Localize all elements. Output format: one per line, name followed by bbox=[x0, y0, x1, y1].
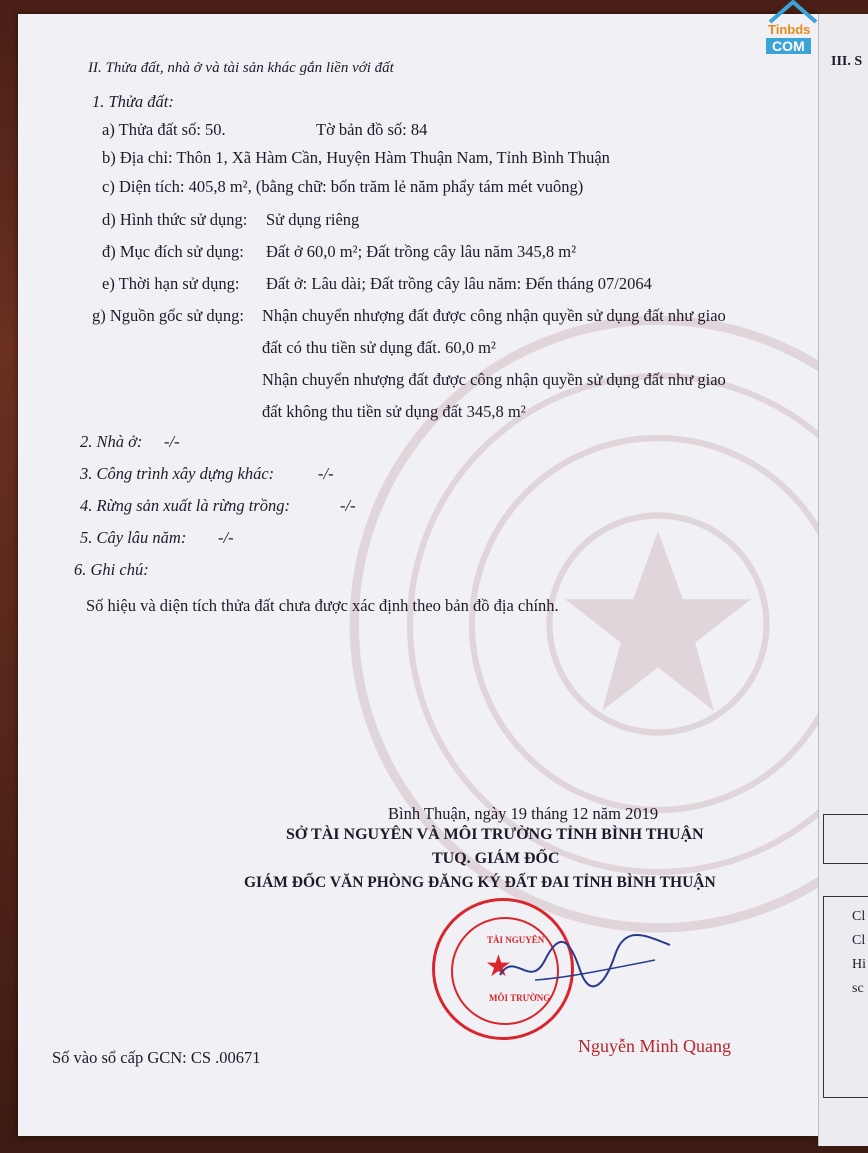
perennial-value: -/- bbox=[218, 528, 234, 547]
gcn-number: Số vào sổ cấp GCN: CS .00671 bbox=[52, 1048, 261, 1067]
next-page-table-1 bbox=[823, 814, 868, 864]
origin-line-2: đất có thu tiền sử dụng đất. 60,0 m² bbox=[262, 338, 496, 357]
tinbds-logo bbox=[762, 0, 824, 60]
address: b) Địa chỉ: Thôn 1, Xã Hàm Cần, Huyện Hàm Thuận Nam, Tỉnh Bình Thuận bbox=[102, 148, 610, 167]
seal-text-2: MÔI TRƯỜNG bbox=[489, 993, 551, 1003]
parcel-number: a) Thửa đất số: 50. bbox=[102, 120, 226, 139]
area: c) Diện tích: 405,8 m², (bằng chữ: bốn trăm lẻ năm phẩy tám mét vuông) bbox=[102, 177, 584, 196]
logo-text-top: Tinbds bbox=[768, 22, 811, 37]
section-title: II. Thửa đất, nhà ở và tài sản khác gắn liền với đất bbox=[88, 60, 394, 76]
signature-scribble bbox=[495, 930, 675, 1000]
house-value: -/- bbox=[164, 432, 180, 451]
house-roof-icon bbox=[762, 0, 824, 24]
usage-purpose-label: đ) Mục đích sử dụng: bbox=[102, 242, 244, 261]
tuq-label: TUQ. GIÁM ĐỐC bbox=[432, 850, 560, 867]
certificate-page bbox=[18, 14, 818, 1136]
note-value: Số hiệu và diện tích thửa đất chưa được xác định theo bản đồ địa chính. bbox=[86, 596, 559, 615]
usage-form-label: d) Hình thức sử dụng: bbox=[102, 210, 248, 229]
seal-text-1: TÀI NGUYÊN bbox=[487, 935, 545, 945]
map-sheet-number: Tờ bản đồ số: 84 bbox=[316, 120, 428, 139]
usage-term-value: Đất ở: Lâu dài; Đất trồng cây lâu năm: Đến tháng 07/2064 bbox=[266, 274, 652, 293]
next-page-cell-1: Cl bbox=[852, 909, 866, 924]
next-page-cell-2: Cl bbox=[852, 933, 866, 948]
origin-line-1: Nhận chuyển nhượng đất được công nhận quyền sử dụng đất như giao bbox=[262, 306, 726, 325]
construction-value: -/- bbox=[318, 464, 334, 483]
official-seal: ★ TÀI NGUYÊN MÔI TRƯỜNG bbox=[432, 898, 574, 1040]
next-page-cell-3: Hi bbox=[852, 957, 866, 972]
next-page-edge bbox=[818, 14, 868, 1146]
signer-name: Nguyễn Minh Quang bbox=[578, 1036, 731, 1056]
origin-line-4: đất không thu tiền sử dụng đất 345,8 m² bbox=[262, 402, 526, 421]
next-page-table-2 bbox=[823, 896, 868, 1098]
date-line: Bình Thuận, ngày 19 tháng 12 năm 2019 bbox=[388, 804, 659, 823]
land-heading: 1. Thửa đất: bbox=[92, 92, 174, 111]
next-page-cell-4: sc bbox=[852, 981, 864, 996]
construction-label: 3. Công trình xây dựng khác: bbox=[80, 464, 275, 483]
forest-label: 4. Rừng sản xuất là rừng trồng: bbox=[80, 496, 291, 515]
perennial-label: 5. Cây lâu năm: bbox=[80, 528, 187, 547]
signer-title: GIÁM ĐỐC VĂN PHÒNG ĐĂNG KÝ ĐẤT ĐAI TỈNH BÌNH THUẬN bbox=[244, 874, 716, 891]
note-label: 6. Ghi chú: bbox=[74, 560, 149, 579]
forest-value: -/- bbox=[340, 496, 356, 515]
usage-purpose-value: Đất ở 60,0 m²; Đất trồng cây lâu năm 345,8 m² bbox=[266, 242, 577, 261]
origin-label: g) Nguồn gốc sử dụng: bbox=[92, 306, 244, 325]
house-label: 2. Nhà ở: bbox=[80, 432, 143, 451]
usage-term-label: e) Thời hạn sử dụng: bbox=[102, 274, 240, 293]
logo-text-bottom: COM bbox=[766, 38, 811, 54]
issuing-org: SỞ TÀI NGUYÊN VÀ MÔI TRƯỜNG TỈNH BÌNH THUẬN bbox=[286, 826, 704, 843]
next-page-title: III. S bbox=[831, 54, 863, 69]
origin-line-3: Nhận chuyển nhượng đất được công nhận quyền sử dụng đất như giao bbox=[262, 370, 726, 389]
usage-form-value: Sử dụng riêng bbox=[266, 210, 360, 229]
